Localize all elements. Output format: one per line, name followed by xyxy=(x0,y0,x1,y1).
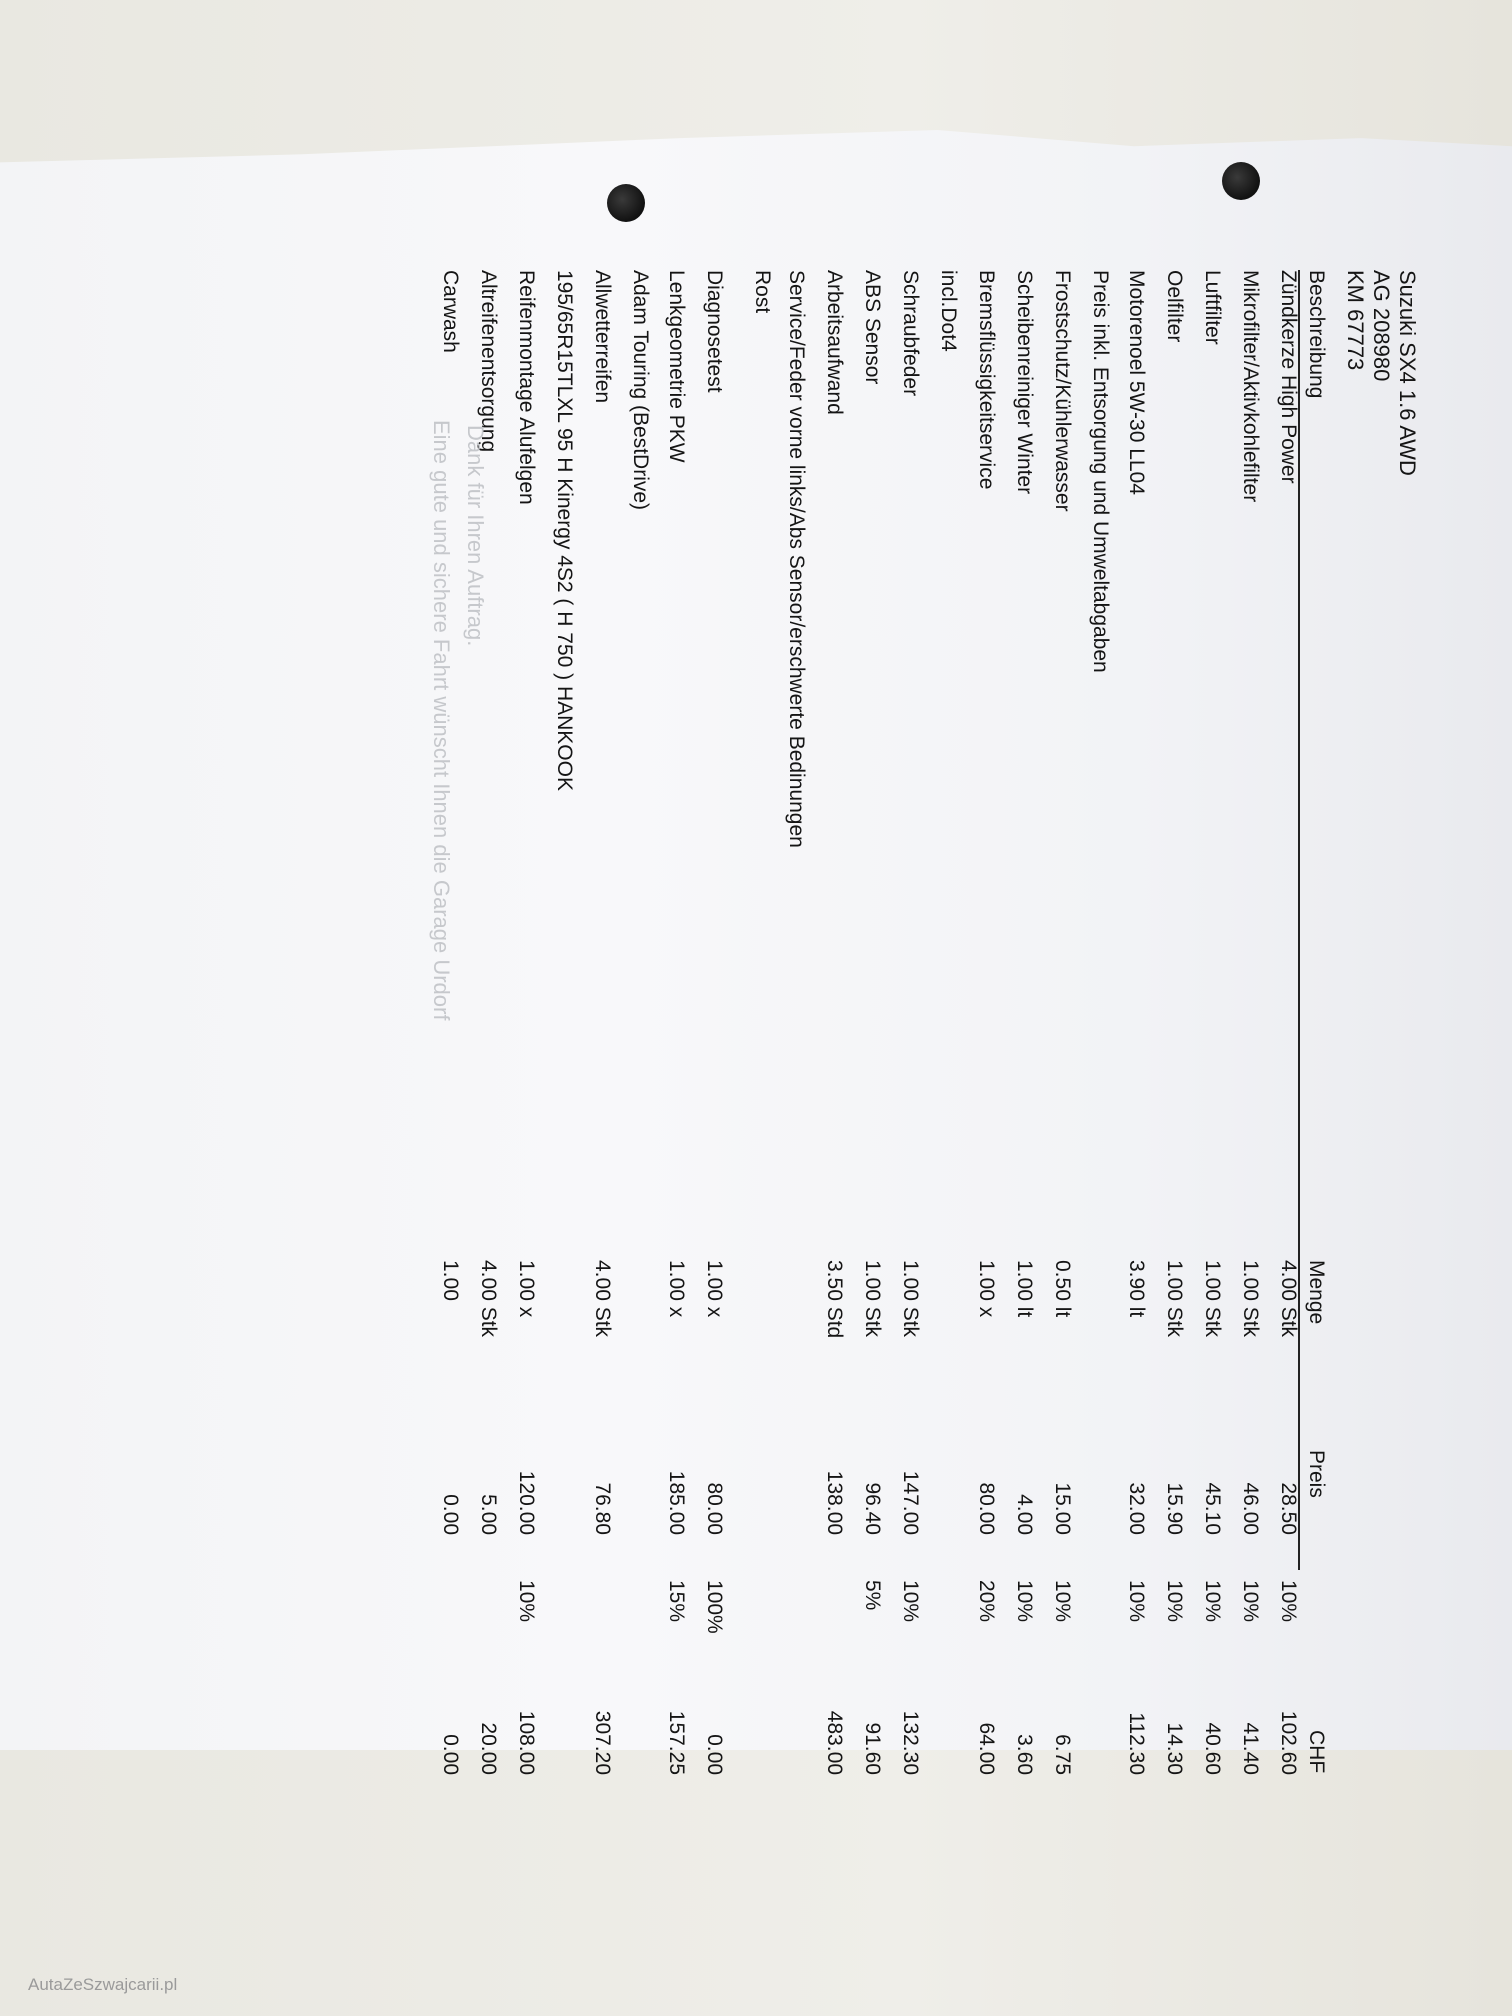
vehicle-header xyxy=(1342,270,1420,476)
row-total: 6.75 xyxy=(1051,1734,1074,1775)
row-description: 195/65R15TLXL 95 H Kinergy 4S2 ( H 750 ) HANKOOK xyxy=(553,270,576,791)
row-price: 5.00 xyxy=(477,1494,500,1535)
row-discount: 10% xyxy=(515,1580,538,1623)
row-discount: 10% xyxy=(1277,1580,1300,1623)
row-quantity: 1.00 Stk xyxy=(899,1260,922,1338)
row-total: 157.25 xyxy=(665,1710,688,1775)
row-discount: 15% xyxy=(665,1580,688,1623)
table-row xyxy=(744,270,774,1670)
row-price: 45.10 xyxy=(1201,1482,1224,1535)
row-description: Luftfilter xyxy=(1201,270,1224,345)
row-price: 138.00 xyxy=(823,1470,846,1535)
row-total: 64.00 xyxy=(975,1722,998,1775)
table-header xyxy=(1298,270,1332,1774)
vehicle-name: Suzuki SX4 1.6 AWD xyxy=(1395,270,1420,476)
row-price: 4.00 xyxy=(1013,1494,1036,1535)
row-total: 102.60 xyxy=(1277,1710,1300,1775)
row-total: 108.00 xyxy=(515,1710,538,1775)
row-description: Service/Feder vorne links/Abs Sensor/erschwerte Bedinungen xyxy=(785,270,808,848)
table-row xyxy=(1044,270,1074,1775)
row-price: 28.50 xyxy=(1277,1482,1300,1535)
row-quantity: 1.00 x xyxy=(703,1260,726,1318)
row-quantity: 4.00 Stk xyxy=(477,1260,500,1338)
row-total: 0.00 xyxy=(703,1734,726,1775)
row-discount: 10% xyxy=(1125,1580,1148,1623)
row-description: Oelfilter xyxy=(1163,270,1186,343)
table-row xyxy=(508,270,538,1775)
row-description: Rost xyxy=(751,270,774,314)
punch-hole-second xyxy=(607,184,645,222)
table-row xyxy=(816,270,846,1775)
row-description: incl.Dot4 xyxy=(937,270,960,352)
row-price: 80.00 xyxy=(975,1482,998,1535)
row-quantity: 4.00 Stk xyxy=(591,1260,614,1338)
row-quantity: 1.00 x xyxy=(665,1260,688,1318)
footer-wish: Eine gute und sichere Fahrt wünscht Ihnen die Garage Urdorf xyxy=(429,420,454,1021)
row-description: Zündkerze High Power xyxy=(1277,270,1300,484)
table-row xyxy=(696,270,726,1775)
row-discount: 10% xyxy=(1013,1580,1036,1623)
column-description: Beschreibung xyxy=(1305,270,1328,399)
site-watermark: AutaZeSzwajcarii.pl xyxy=(28,1975,178,1994)
footer-thanks: Dank für Ihren Auftrag. xyxy=(463,425,488,647)
row-price: 46.00 xyxy=(1239,1482,1262,1535)
row-price: 185.00 xyxy=(665,1470,688,1535)
row-quantity: 1.00 Stk xyxy=(1239,1260,1262,1338)
row-description: Motorenoel 5W-30 LL04 xyxy=(1125,270,1148,495)
row-description: Scheibenreiniger Winter xyxy=(1013,270,1036,495)
table-row xyxy=(854,270,884,1775)
row-total: 112.30 xyxy=(1125,1712,1148,1775)
table-row xyxy=(968,270,998,1775)
row-description: Bremsflüssigkeitservice xyxy=(975,270,998,490)
row-description: Preis inkl. Entsorgung und Umweltabgaben xyxy=(1089,270,1112,673)
row-quantity: 0.50 lt xyxy=(1051,1260,1074,1318)
row-description: Carwash xyxy=(439,270,462,353)
row-discount: 100% xyxy=(703,1580,726,1634)
row-description: Frostschutz/Kühlerwasser xyxy=(1051,270,1074,512)
row-price: 96.40 xyxy=(861,1482,884,1535)
row-description: Allwetterreifen xyxy=(591,270,614,404)
row-discount: 10% xyxy=(899,1580,922,1623)
table-row xyxy=(1082,270,1112,1670)
row-total: 0.00 xyxy=(439,1734,462,1775)
row-quantity: 1.00 xyxy=(439,1260,462,1301)
row-discount: 5% xyxy=(861,1580,884,1611)
table-row xyxy=(1194,270,1224,1775)
row-total: 132.30 xyxy=(899,1710,922,1775)
table-row xyxy=(1156,270,1186,1775)
row-total: 41.40 xyxy=(1239,1722,1262,1775)
column-currency: CHF xyxy=(1305,1730,1328,1774)
row-price: 80.00 xyxy=(703,1482,726,1535)
table-row xyxy=(1006,270,1036,1775)
table-row xyxy=(658,270,688,1775)
row-quantity: 1.00 lt xyxy=(1013,1260,1036,1318)
row-total: 483.00 xyxy=(823,1710,846,1775)
row-description: Mikrofilter/Aktivkohlefilter xyxy=(1239,270,1262,503)
column-quantity: Menge xyxy=(1305,1260,1328,1325)
row-total: 307.20 xyxy=(591,1710,614,1775)
table-row xyxy=(584,270,614,1775)
row-quantity: 3.50 Std xyxy=(823,1260,846,1339)
row-quantity: 1.00 x xyxy=(975,1260,998,1318)
table-row xyxy=(1232,270,1262,1775)
row-total: 91.60 xyxy=(861,1722,884,1775)
row-description: Reifenmontage Alufelgen xyxy=(515,270,538,505)
row-total: 14.30 xyxy=(1163,1722,1186,1775)
table-row xyxy=(778,270,808,1670)
invoice-document xyxy=(180,270,1420,1775)
row-discount: 10% xyxy=(1239,1580,1262,1623)
row-discount: 10% xyxy=(1201,1580,1224,1623)
row-description: Lenkgeometrie PKW xyxy=(665,270,688,463)
table-row xyxy=(622,270,652,1670)
table-row xyxy=(892,270,922,1775)
row-quantity: 1.00 Stk xyxy=(1163,1260,1186,1338)
row-quantity: 4.00 Stk xyxy=(1277,1260,1300,1338)
row-description: Arbeitsaufwand xyxy=(823,270,846,415)
table-row xyxy=(1270,270,1300,1775)
punch-hole-top xyxy=(1222,162,1260,200)
row-total: 40.60 xyxy=(1201,1722,1224,1775)
row-total: 3.60 xyxy=(1013,1734,1036,1775)
row-discount: 10% xyxy=(1163,1580,1186,1623)
row-quantity: 3.90 lt xyxy=(1125,1260,1148,1318)
row-price: 120.00 xyxy=(515,1470,538,1535)
row-price: 32.00 xyxy=(1125,1482,1148,1535)
row-price: 0.00 xyxy=(439,1494,462,1535)
row-description: Diagnosetest xyxy=(703,270,726,393)
row-price: 76.80 xyxy=(591,1482,614,1535)
row-quantity: 1.00 x xyxy=(515,1260,538,1318)
row-quantity: 1.00 Stk xyxy=(861,1260,884,1338)
row-price: 15.00 xyxy=(1051,1482,1074,1535)
table-row xyxy=(1118,270,1148,1775)
column-price: Preis xyxy=(1305,1450,1328,1498)
row-discount: 10% xyxy=(1051,1580,1074,1623)
order-number: AG 208980 xyxy=(1369,270,1394,382)
row-price: 15.90 xyxy=(1163,1482,1186,1535)
row-description: ABS Sensor xyxy=(861,270,884,385)
row-description: Adam Touring (BestDrive) xyxy=(629,270,652,511)
row-total: 20.00 xyxy=(477,1722,500,1775)
row-description: Altreifenentsorgung xyxy=(477,270,500,453)
row-discount: 20% xyxy=(975,1580,998,1623)
row-price: 147.00 xyxy=(899,1470,922,1535)
table-row xyxy=(930,270,960,1670)
mileage: KM 67773 xyxy=(1343,270,1368,371)
row-description: Schraubfeder xyxy=(899,270,922,397)
row-quantity: 1.00 Stk xyxy=(1201,1260,1224,1338)
table-row xyxy=(546,270,576,1670)
